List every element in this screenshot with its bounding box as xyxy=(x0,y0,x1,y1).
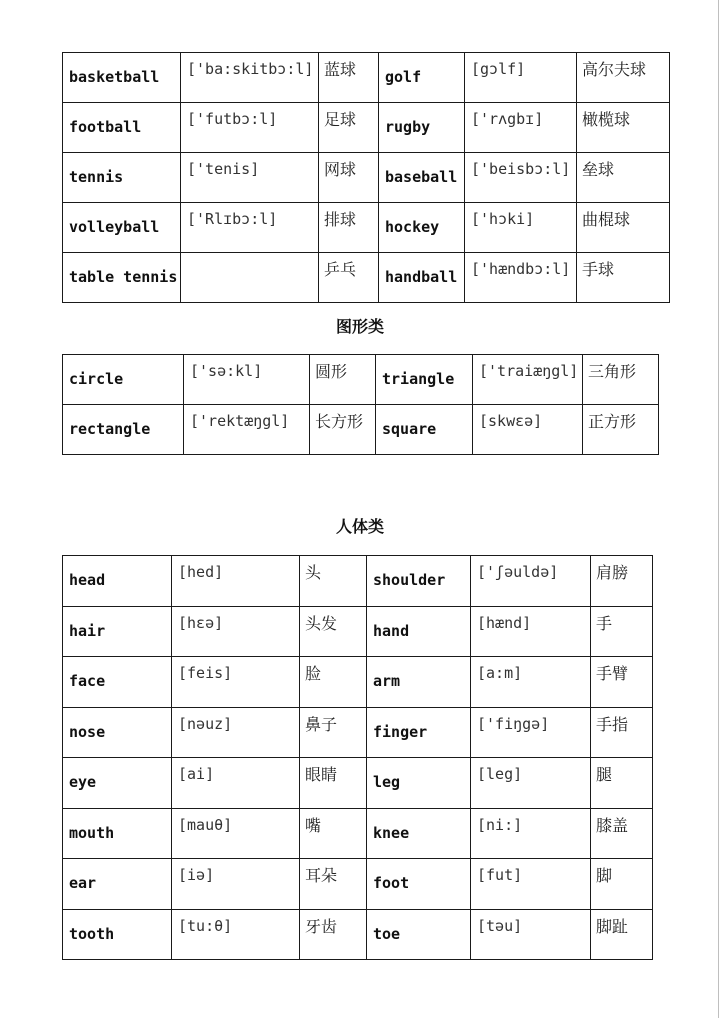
english-word-cell: baseball xyxy=(379,153,465,203)
chinese-meaning-cell: 膝盖 xyxy=(591,808,653,859)
phonetic-cell: [təu] xyxy=(471,909,591,960)
phonetic-cell: [nəuz] xyxy=(172,707,300,758)
phonetic-cell: [tu:θ] xyxy=(172,909,300,960)
chinese-meaning-cell: 曲棍球 xyxy=(577,203,670,253)
chinese-meaning-cell: 足球 xyxy=(319,103,379,153)
chinese-meaning-cell: 腿 xyxy=(591,758,653,809)
chinese-meaning-cell: 手球 xyxy=(577,253,670,303)
english-word-cell: arm xyxy=(367,657,471,708)
chinese-meaning-cell: 三角形 xyxy=(583,355,659,405)
chinese-meaning-cell: 高尔夫球 xyxy=(577,53,670,103)
vocab-row xyxy=(63,203,670,253)
english-word-cell: circle xyxy=(63,355,184,405)
english-word-cell: triangle xyxy=(376,355,473,405)
vocab-row xyxy=(63,859,653,910)
phonetic-cell: [mauθ] xyxy=(172,808,300,859)
chinese-meaning-cell: 网球 xyxy=(319,153,379,203)
english-word-cell: tooth xyxy=(63,909,172,960)
english-word-cell: rectangle xyxy=(63,405,184,455)
phonetic-cell: ['hɔki] xyxy=(465,203,577,253)
phonetic-cell: [leg] xyxy=(471,758,591,809)
vocab-row xyxy=(63,405,659,455)
shapes-section-title: 图形类 xyxy=(335,317,384,336)
chinese-meaning-cell: 正方形 xyxy=(583,405,659,455)
phonetic-cell: [feis] xyxy=(172,657,300,708)
body-parts-vocabulary-table xyxy=(62,555,653,960)
english-word-cell: toe xyxy=(367,909,471,960)
chinese-meaning-cell: 牙齿 xyxy=(300,909,367,960)
english-word-cell: shoulder xyxy=(367,556,471,607)
english-word-cell: foot xyxy=(367,859,471,910)
chinese-meaning-cell: 耳朵 xyxy=(300,859,367,910)
phonetic-cell xyxy=(181,253,319,303)
english-word-cell: leg xyxy=(367,758,471,809)
vocab-row xyxy=(63,556,653,607)
english-word-cell: mouth xyxy=(63,808,172,859)
vocab-row xyxy=(63,909,653,960)
phonetic-cell: ['beisbɔ:l] xyxy=(465,153,577,203)
english-word-cell: ear xyxy=(63,859,172,910)
page-edge-line xyxy=(718,0,719,1018)
phonetic-cell: [a:m] xyxy=(471,657,591,708)
body-parts-section-title: 人体类 xyxy=(335,517,384,536)
chinese-meaning-cell: 眼睛 xyxy=(300,758,367,809)
english-word-cell: rugby xyxy=(379,103,465,153)
phonetic-cell: ['futbɔ:l] xyxy=(181,103,319,153)
chinese-meaning-cell: 手臂 xyxy=(591,657,653,708)
sports-vocabulary-table xyxy=(62,52,670,303)
english-word-cell: football xyxy=(63,103,181,153)
shapes-vocabulary-table xyxy=(62,354,659,455)
chinese-meaning-cell: 脚 xyxy=(591,859,653,910)
phonetic-cell: ['rʌgbɪ] xyxy=(465,103,577,153)
chinese-meaning-cell: 垒球 xyxy=(577,153,670,203)
chinese-meaning-cell: 长方形 xyxy=(310,405,376,455)
vocab-row xyxy=(63,355,659,405)
chinese-meaning-cell: 嘴 xyxy=(300,808,367,859)
vocab-row xyxy=(63,606,653,657)
phonetic-cell: [skwɛə] xyxy=(473,405,583,455)
phonetic-cell: ['hændbɔ:l] xyxy=(465,253,577,303)
phonetic-cell: ['sə:kl] xyxy=(184,355,310,405)
vocab-row xyxy=(63,153,670,203)
chinese-meaning-cell: 手 xyxy=(591,606,653,657)
chinese-meaning-cell: 乒乓 xyxy=(319,253,379,303)
phonetic-cell: ['tenis] xyxy=(181,153,319,203)
phonetic-cell: [ni:] xyxy=(471,808,591,859)
phonetic-cell: [gɔlf] xyxy=(465,53,577,103)
english-word-cell: hair xyxy=(63,606,172,657)
vocab-row xyxy=(63,253,670,303)
english-word-cell: finger xyxy=(367,707,471,758)
english-word-cell: face xyxy=(63,657,172,708)
vocab-row xyxy=(63,53,670,103)
vocab-row xyxy=(63,103,670,153)
english-word-cell: golf xyxy=(379,53,465,103)
english-word-cell: hockey xyxy=(379,203,465,253)
phonetic-cell: [iə] xyxy=(172,859,300,910)
phonetic-cell: ['ʃəuldə] xyxy=(471,556,591,607)
phonetic-cell: ['traiæŋgl] xyxy=(473,355,583,405)
chinese-meaning-cell: 脸 xyxy=(300,657,367,708)
chinese-meaning-cell: 橄榄球 xyxy=(577,103,670,153)
phonetic-cell: ['rektæŋgl] xyxy=(184,405,310,455)
english-word-cell: eye xyxy=(63,758,172,809)
chinese-meaning-cell: 鼻子 xyxy=(300,707,367,758)
chinese-meaning-cell: 排球 xyxy=(319,203,379,253)
english-word-cell: knee xyxy=(367,808,471,859)
vocab-row xyxy=(63,657,653,708)
english-word-cell: nose xyxy=(63,707,172,758)
english-word-cell: table tennis xyxy=(63,253,181,303)
vocab-row xyxy=(63,808,653,859)
english-word-cell: square xyxy=(376,405,473,455)
phonetic-cell: ['ba:skitbɔ:l] xyxy=(181,53,319,103)
english-word-cell: handball xyxy=(379,253,465,303)
english-word-cell: hand xyxy=(367,606,471,657)
vocab-row xyxy=(63,707,653,758)
english-word-cell: volleyball xyxy=(63,203,181,253)
chinese-meaning-cell: 圆形 xyxy=(310,355,376,405)
chinese-meaning-cell: 蓝球 xyxy=(319,53,379,103)
phonetic-cell: ['fiŋgə] xyxy=(471,707,591,758)
chinese-meaning-cell: 头 xyxy=(300,556,367,607)
phonetic-cell: [hɛə] xyxy=(172,606,300,657)
chinese-meaning-cell: 手指 xyxy=(591,707,653,758)
english-word-cell: tennis xyxy=(63,153,181,203)
phonetic-cell: [ai] xyxy=(172,758,300,809)
chinese-meaning-cell: 脚趾 xyxy=(591,909,653,960)
phonetic-cell: ['Rlɪbɔ:l] xyxy=(181,203,319,253)
chinese-meaning-cell: 肩膀 xyxy=(591,556,653,607)
chinese-meaning-cell: 头发 xyxy=(300,606,367,657)
phonetic-cell: [hed] xyxy=(172,556,300,607)
phonetic-cell: [hænd] xyxy=(471,606,591,657)
english-word-cell: basketball xyxy=(63,53,181,103)
phonetic-cell: [fut] xyxy=(471,859,591,910)
vocab-row xyxy=(63,758,653,809)
english-word-cell: head xyxy=(63,556,172,607)
